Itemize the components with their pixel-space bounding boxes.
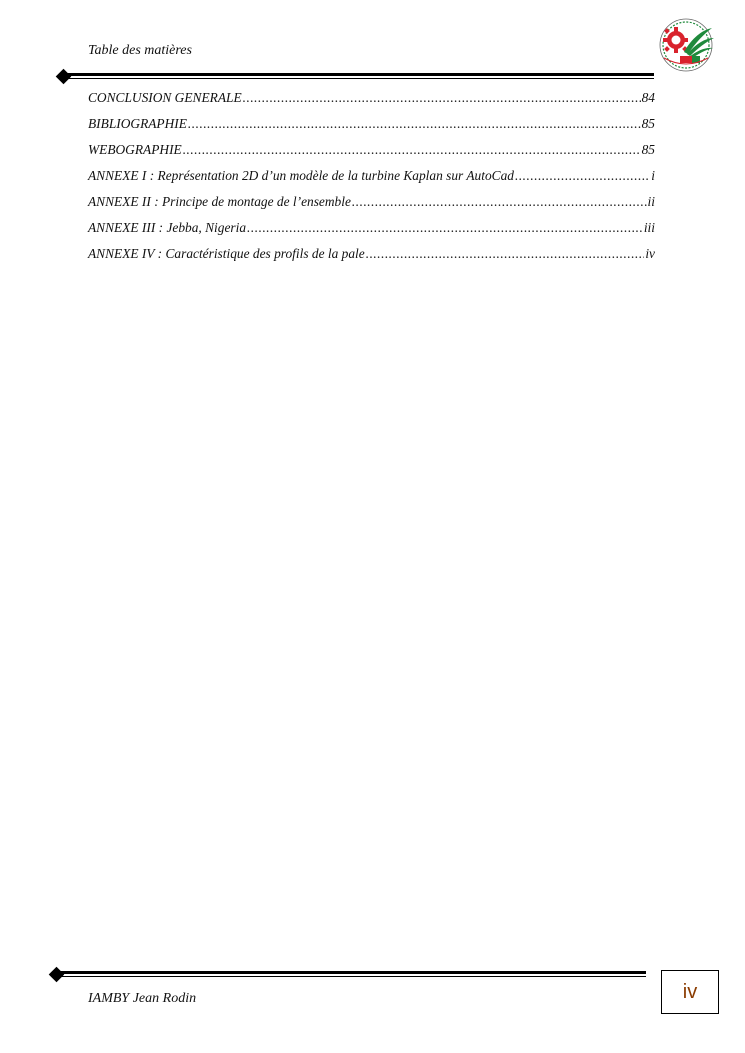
toc-entry[interactable] <box>88 166 655 192</box>
toc-entry-page: ii <box>647 194 655 209</box>
toc-entry-label: ANNEXE III : Jebba, Nigeria <box>88 220 247 235</box>
page-number-box <box>661 970 719 1014</box>
toc-leader-dots <box>366 244 645 264</box>
toc-entry[interactable] <box>88 218 655 244</box>
toc-leader-dots <box>243 88 641 108</box>
rule-diamond-ornament <box>49 967 65 983</box>
toc-entry-page: 84 <box>641 90 655 105</box>
toc-entry-label: BIBLIOGRAPHIE <box>88 116 187 131</box>
rule-diamond-ornament <box>56 69 72 85</box>
toc-entry[interactable] <box>88 192 655 218</box>
toc-entry-page: iv <box>645 246 655 261</box>
toc-entry-label: ANNEXE I : Représentation 2D d’un modèle de la turbine Kaplan sur AutoCad <box>88 168 514 183</box>
toc-entry-page: iii <box>643 220 655 235</box>
footer-author: IAMBY Jean Rodin <box>88 991 197 1006</box>
toc-leader-dots <box>352 192 647 212</box>
header-rule <box>62 72 654 80</box>
toc-entry-label: ANNEXE II : Principe de montage de l’ensemble <box>88 194 351 209</box>
page-number: iv <box>682 980 698 1003</box>
toc-entry-page: i <box>651 168 655 183</box>
toc-entry[interactable] <box>88 244 655 270</box>
toc-entry-page: 85 <box>641 142 655 157</box>
toc-leader-dots <box>183 140 641 160</box>
footer-rule <box>55 970 646 978</box>
toc-entry-page: 85 <box>641 116 655 131</box>
institution-logo <box>654 18 718 72</box>
toc-entry[interactable] <box>88 88 655 114</box>
running-header-title: Table des matières <box>88 43 192 58</box>
toc-entry[interactable] <box>88 114 655 140</box>
toc-leader-dots <box>515 166 650 186</box>
toc-entry-label: WEBOGRAPHIE <box>88 142 182 157</box>
toc-leader-dots <box>247 218 643 238</box>
table-of-contents <box>88 88 655 270</box>
toc-entry-label: CONCLUSION GENERALE <box>88 90 242 105</box>
toc-leader-dots <box>188 114 641 134</box>
toc-entry-label: ANNEXE IV : Caractéristique des profils de la pale <box>88 246 365 261</box>
toc-entry[interactable] <box>88 140 655 166</box>
